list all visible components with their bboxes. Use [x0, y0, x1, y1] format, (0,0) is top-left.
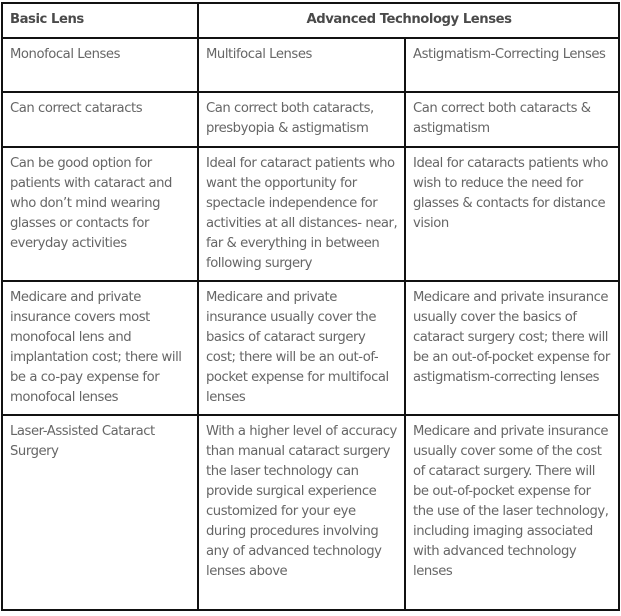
header-advanced-technology-lenses: Advanced Technology Lenses: [198, 3, 619, 38]
cell-basic: Laser-Assisted Cataract Surgery: [2, 415, 198, 610]
cell-basic: Can be good option for patients with cataract and who don’t mind wearing glasses or contacts for everyday activities: [2, 147, 198, 281]
cell-astigmatism: Astigmatism-Correcting Lenses: [405, 38, 619, 92]
cell-basic: Medicare and private insurance covers most monofocal lens and implantation cost; there will be a co-pay expense for monofocal lenses: [2, 281, 198, 415]
table-row: [2, 92, 619, 147]
cell-multifocal: Ideal for cataract patients who want the opportunity for spectacle independence for activities at all distances- near, far & everything in between following surgery: [198, 147, 405, 281]
header-row: [2, 3, 619, 38]
header-basic-lens: Basic Lens: [2, 3, 198, 38]
cell-multifocal: Multifocal Lenses: [198, 38, 405, 92]
cell-multifocal: Medicare and private insurance usually cover the basics of cataract surgery cost; there will be an out-of-pocket expense for multifocal lenses: [198, 281, 405, 415]
table-row: [2, 281, 619, 415]
cell-astigmatism: Medicare and private insurance usually cover some of the cost of cataract surgery. There will be out-of-pocket expense for the use of the laser technology, including imaging associated with advanced technology lenses: [405, 415, 619, 610]
lens-comparison-table: [1, 2, 620, 611]
cell-basic: Monofocal Lenses: [2, 38, 198, 92]
table-row: [2, 147, 619, 281]
table-row: [2, 415, 619, 610]
cell-astigmatism: Can correct both cataracts & astigmatism: [405, 92, 619, 147]
cell-basic: Can correct cataracts: [2, 92, 198, 147]
cell-multifocal: Can correct both cataracts, presbyopia & astigmatism: [198, 92, 405, 147]
cell-multifocal: With a higher level of accuracy than manual cataract surgery the laser technology can provide surgical experience customized for your eye during procedures involving any of advanced technology lenses above: [198, 415, 405, 610]
table-row: [2, 38, 619, 92]
cell-astigmatism: Medicare and private insurance usually cover the basics of cataract surgery cost; there will be an out-of-pocket expense for astigmatism-correcting lenses: [405, 281, 619, 415]
cell-astigmatism: Ideal for cataracts patients who wish to reduce the need for glasses & contacts for distance vision: [405, 147, 619, 281]
